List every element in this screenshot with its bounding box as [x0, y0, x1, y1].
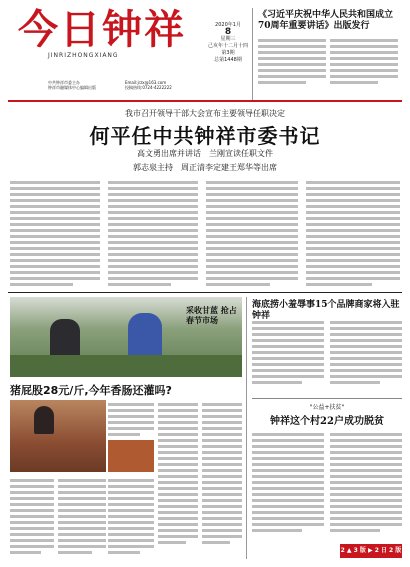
right-story-col2: [330, 318, 402, 396]
sausage-body-col5: [202, 400, 242, 562]
sausage-body-col1: [10, 476, 54, 562]
org-line-2: 钟祥市融媒体中心编辑出版: [48, 85, 96, 90]
lead-kicker: 我市召开领导干部大会宣布主要领导任职决定: [125, 109, 285, 118]
lead-body-col2: [108, 178, 198, 290]
date-day: 8: [224, 27, 232, 37]
right-story-rule: [252, 398, 402, 399]
cabbage-field: [10, 355, 242, 377]
contact-info: [125, 80, 195, 90]
lead-subhead-1: 高文勇出席并讲话 兰刚宣读任职文件: [137, 149, 273, 158]
photo-overlay-title: 采收甘蓝 抢占春节市场: [186, 305, 237, 325]
masthead-rule: [8, 100, 402, 102]
masthead-divider: [252, 8, 253, 100]
lead-body-col3: [206, 178, 298, 290]
masthead-pinyin: JINRIZHONGXIANG: [48, 52, 119, 59]
date-box: [208, 22, 248, 64]
sausage-body-col4: [158, 400, 198, 562]
publisher-info: [48, 80, 118, 90]
right-story-headline: 海底捞小羞辱事15个品牌商家将入驻钟祥: [252, 300, 400, 321]
contact-email: Email:jrzx@163.com: [125, 80, 167, 85]
date-lunar: 己亥年十二月十四: [208, 43, 249, 49]
date-year-month: 2020年1月: [215, 22, 241, 28]
org-line-1: 中共钟祥市委主办: [48, 80, 80, 85]
small-story-col2: [330, 430, 402, 542]
lead-body-col1: [10, 178, 100, 290]
top-right-body-col2: [330, 36, 398, 98]
lead-body-col4: [306, 178, 400, 290]
top-right-headline: 《习近平庆祝中华人民共和国成立70周年重要讲话》出版发行: [258, 10, 394, 31]
small-story-headline: 钟祥这个村22户成功脱贫: [270, 416, 384, 427]
sausage-market-photo: [10, 400, 106, 472]
lead-subhead-2: 郭志泉主持 周正清李定建王郑华等出席: [133, 163, 277, 172]
sausage-body-col3b: [108, 476, 154, 562]
right-story-col1: [252, 318, 324, 396]
cabbage-harvest-photo: [10, 297, 242, 377]
sausage-body-col2: [58, 476, 106, 562]
footer-red-box: 2 ▲ 3 版 ▶ 2 日 2 版: [340, 544, 402, 558]
sausage-closeup-photo: [108, 440, 154, 472]
contact-phone: 投稿热线:0724-4222222: [125, 85, 172, 90]
top-right-body-col1: [258, 36, 326, 98]
small-story-kicker: "公益+扶贫": [309, 404, 345, 411]
issue-number: 第3期: [221, 50, 235, 56]
masthead-title: 今日钟祥: [18, 6, 186, 53]
section-rule: [8, 292, 402, 293]
small-story-col1: [252, 430, 324, 542]
lead-headline: 何平任中共钟祥市委书记: [89, 124, 321, 148]
total-issue: 总第1448期: [214, 57, 242, 63]
date-weekday: 星期三: [220, 36, 236, 42]
photo-story-headline: 猪屁股28元/斤,今年香肠还灌吗?: [10, 384, 172, 397]
farmer-figure-1: [50, 319, 80, 359]
vendor-figure: [34, 406, 54, 434]
sausage-body-col3a: [108, 400, 154, 438]
right-column-divider: [246, 297, 247, 559]
